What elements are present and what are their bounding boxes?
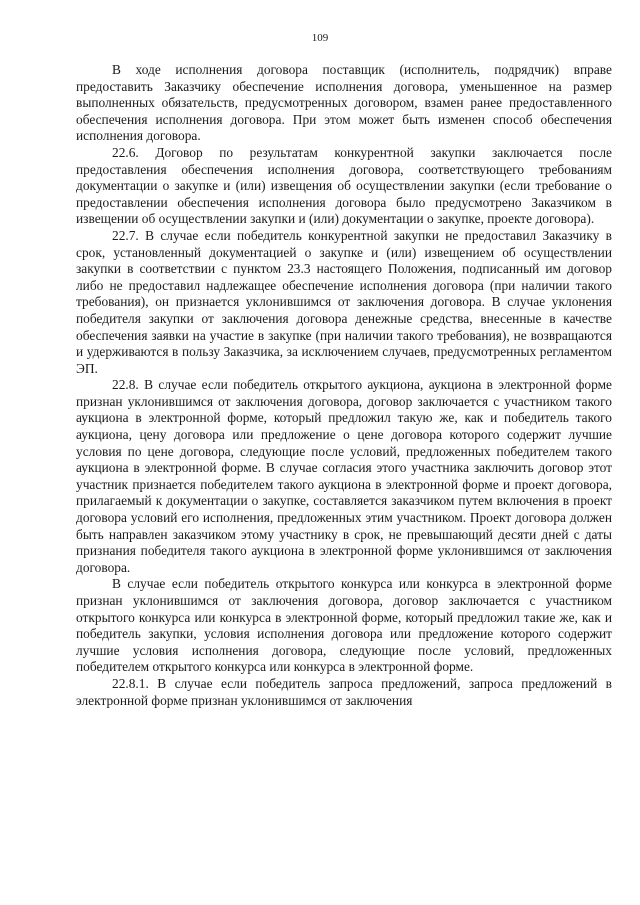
document-body xyxy=(76,62,612,709)
paragraph-22-8: 22.8. В случае если победитель открытого аукциона, аукциона в электронной форме признан уклонившимся от заключения договора, договор заключается с участником такого аукциона в электронной форме, который предложил такую же, как и победитель такого аукциона, цену договора или предложение о цене договора которого содержит лучшие условия по цене договора, следующие после условий, предложенных победителем такого аукциона в электронной форме. В случае согласия этого участника заключить договор этот участник признается победителем такого аукциона в электронной форме и проект договора, прилагаемый к документации о закупке, составляется заказчиком путем включения в проект договора условий его исполнения, предложенных этим участником. Проект договора должен быть направлен заказчиком этому участнику в срок, не превышающий десяти дней с даты признания победителя такого аукциона в электронной форме уклонившимся от заключения договора. xyxy=(76,377,612,575)
paragraph-22-8-1: 22.8.1. В случае если победитель запроса предложений, запроса предложений в электронной форме признан уклонившимся от заключения xyxy=(76,675,612,708)
paragraph-security-change: В ходе исполнения договора поставщик (исполнитель, подрядчик) вправе предоставить Заказчику обеспечение исполнения договора, уменьшенное на размер выполненных обязательств, предусмотренных договором, взамен ранее предоставленного обеспечения исполнения договора. При этом может быть изменен способ обеспечения исполнения договора. xyxy=(76,62,612,144)
paragraph-22-7: 22.7. В случае если победитель конкурентной закупки не предоставил Заказчику в срок, установленный документацией о закупке и (или) извещением об осуществлении закупки в соответствии с пунктом 23.3 настоящего Положения, подписанный им договор либо не предоставил надлежащее обеспечение исполнения договора (при наличии такого требования), он признается уклонившимся от заключения договора. В случае уклонения победителя закупки от заключения договора денежные средства, внесенные в качестве обеспечения заявки на участие в закупке (при наличии такого требования), не возвращаются и удерживаются в пользу Заказчика, за исключением случаев, предусмотренных регламентом ЭП. xyxy=(76,227,612,376)
page-number: 109 xyxy=(311,32,329,44)
paragraph-22-8-contest: В случае если победитель открытого конкурса или конкурса в электронной форме признан уклонившимся от заключения договора, договор заключается с участником открытого конкурса или конкурса в электронной форме, который предложил такие же, как и победитель закупки, условия исполнения договора или предложение которого содержит лучшие условия исполнения договора, следующие после условий, предложенных победителем открытого конкурса или конкурса в электронной форме. xyxy=(76,576,612,675)
paragraph-22-6: 22.6. Договор по результатам конкурентной закупки заключается после предоставления обеспечения исполнения договора, соответствующего требованиям документации о закупке и (или) извещения об осуществлении закупки (если требование о предоставлении обеспечения исполнения договора было предусмотрено Заказчиком в извещении об осуществлении закупки и (или) документации о закупке, проекте договора). xyxy=(76,144,612,227)
